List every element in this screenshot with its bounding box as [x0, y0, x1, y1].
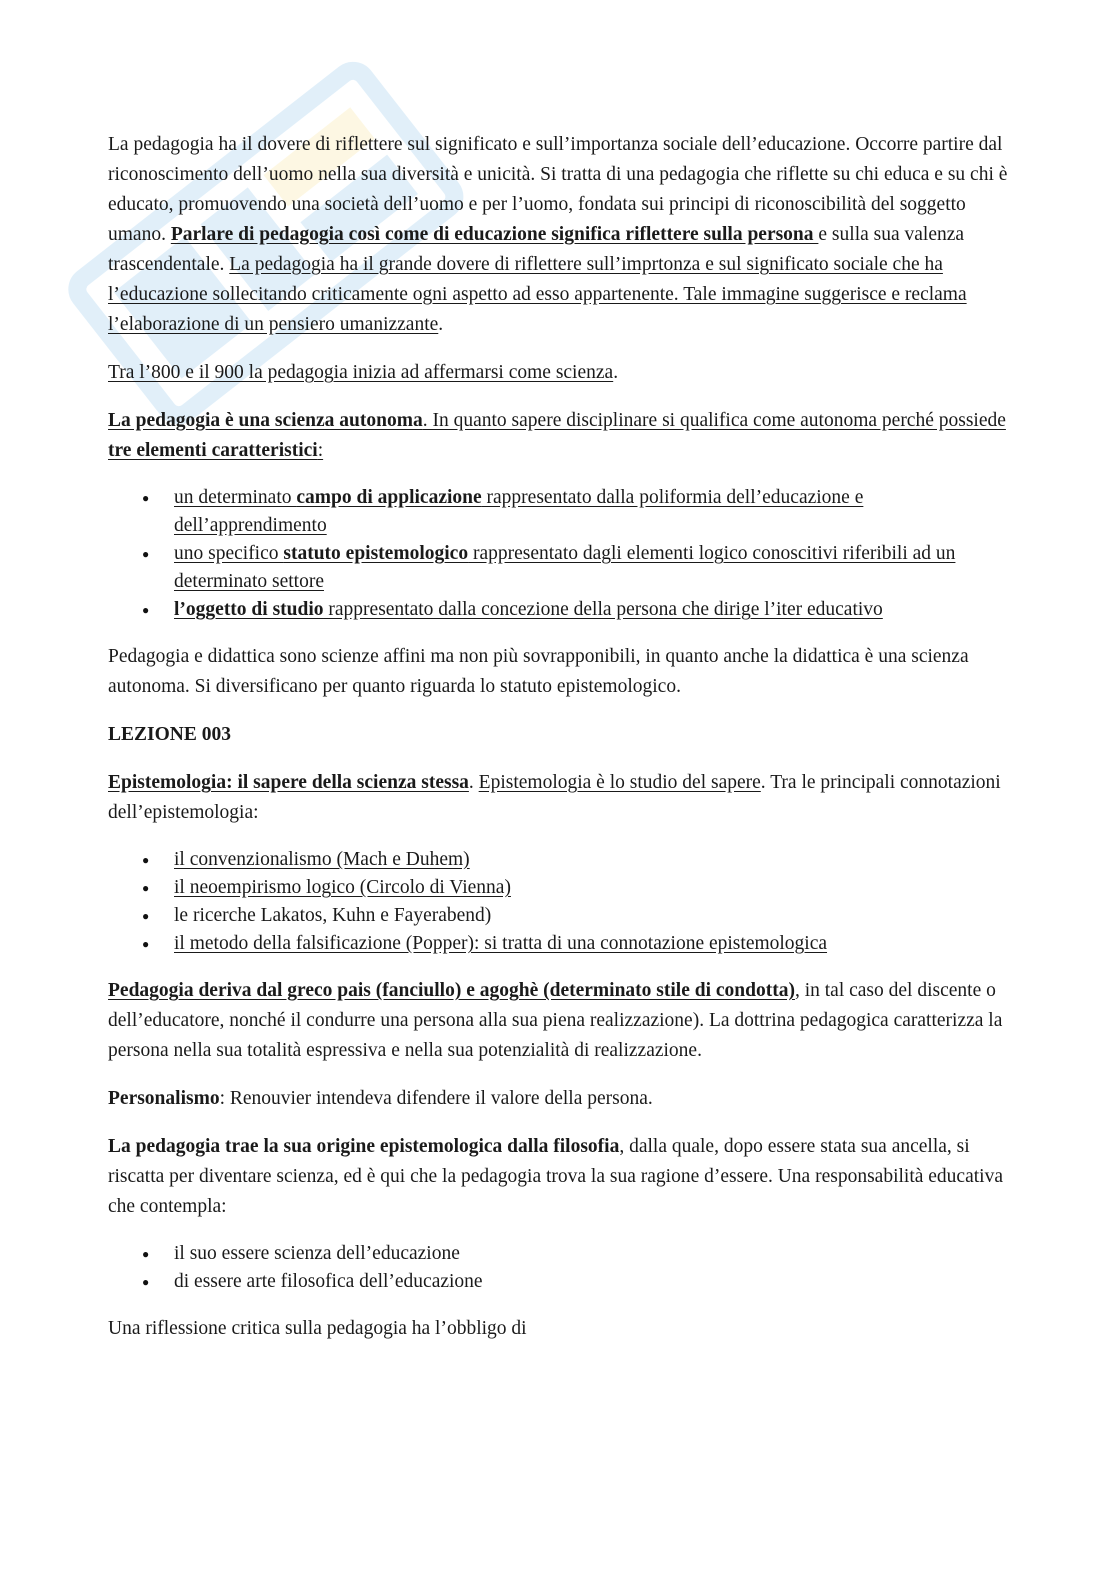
text-span: . [468, 772, 479, 793]
list-item: ● il convenzionalismo (Mach e Duhem) [174, 846, 1008, 874]
text-span: . [438, 314, 444, 335]
paragraph-intro [108, 130, 1008, 340]
text-span: La pedagogia ha il dovere di riflettere sul significato e sull’importanza sociale dell’educazione. Occorre partire dal riconoscimento dell’uomo nella sua diversità e unicità. Si tratta di una pedagogia che riflette su chi educa e su chi è educato, promuovendo una società dell’uomo e per l’uomo, fondata sui principi di riconoscibilità del soggetto umano. [108, 134, 1008, 245]
bold-text: La pedagogia trae la sua origine epistemologica dalla filosofia [108, 1136, 620, 1157]
paragraph-scienza-autonoma [108, 406, 1008, 466]
list-item: ● il neoempirismo logico (Circolo di Vienna) [174, 874, 1008, 902]
list-item: ● uno specifico statuto epistemologico rappresentato dagli elementi logico conoscitivi riferibili ad un determinato settore [174, 540, 1008, 596]
text-span: , in tal caso del discente o dell’educatore, nonché il condurre una persona alla sua piena realizzazione). La dottrina pedagogica caratterizza la persona nella sua totalità espressiva e nella sua potenzialità di realizzazione. [108, 980, 1003, 1061]
bold-underlined-text: tre elementi caratteristici [108, 440, 318, 461]
text-span: : Renouvier intendeva difendere il valore della persona. [219, 1088, 653, 1109]
document-page [108, 130, 1008, 1362]
paragraph-personalismo [108, 1084, 1008, 1114]
text-span: . Tra le principali connotazioni dell’epistemologia: [108, 772, 1001, 823]
list-item: ● di essere arte filosofica dell’educazione [174, 1268, 1008, 1296]
list-elementi [108, 484, 1008, 624]
list-item: ● il suo essere scienza dell’educazione [174, 1240, 1008, 1268]
bold-underlined-text: Parlare di pedagogia così come di educazione significa riflettere sulla persona [170, 224, 819, 245]
text-span: , dalla quale, dopo essere stata sua ancella, si riscatta per diventare scienza, ed è qui che la pedagogia trova la sua ragione d’essere. Una responsabilità educativa che contempla: [108, 1136, 1003, 1217]
bold-underlined-text: La pedagogia è una scienza autonoma [108, 410, 423, 431]
paragraph-origine [108, 1132, 1008, 1222]
text-span: e sulla sua valenza trascendentale. [108, 224, 965, 275]
underlined-text: Tra l’800 e il 900 la pedagogia inizia ad affermarsi come scienza [108, 362, 614, 383]
bold-text: Personalismo [108, 1088, 220, 1109]
text-span: . [613, 362, 619, 383]
section-heading: LEZIONE 003 [108, 724, 231, 745]
paragraph-epistemologia [108, 768, 1008, 828]
bold-underlined-text: Pedagogia deriva dal greco pais (fanciullo) e agoghè (determinato stile di condotta) [108, 980, 795, 1001]
list-item: ● l’oggetto di studio rappresentato dalla concezione della persona che dirige l’iter educativo [174, 596, 1008, 624]
bold-underlined-text: Epistemologia: il sapere della scienza stessa [108, 772, 469, 793]
paragraph-riflessione: Una riflessione critica sulla pedagogia ha l’obbligo di [108, 1318, 527, 1339]
underlined-text: . In quanto sapere disciplinare si qualifica come autonoma perché possiede [422, 410, 1006, 431]
paragraph-800-900 [108, 358, 1008, 388]
underlined-text: : [317, 440, 324, 461]
list-item: ● le ricerche Lakatos, Kuhn e Fayerabend) [174, 902, 1008, 930]
underlined-text: La pedagogia ha il grande dovere di riflettere sull’imprtonza e sul significato sociale che ha l’educazione sollecitando criticamente ogni aspetto ad esso appartenente. Tale immagine suggerisce e reclama l’elaborazione di un pensiero umanizzante [108, 254, 967, 335]
paragraph-didattica: Pedagogia e didattica sono scienze affini ma non più sovrapponibili, in quanto anche la didattica è una scienza autonoma. Si diversificano per quanto riguarda lo statuto epistemologico. [108, 646, 969, 697]
paragraph-etimologia [108, 976, 1008, 1066]
list-responsabilita [108, 1240, 1008, 1296]
list-item: ● il metodo della falsificazione (Popper): si tratta di una connotazione epistemologica [174, 930, 1008, 958]
list-item: ● un determinato campo di applicazione rappresentato dalla poliformia dell’educazione e dell’apprendimento [174, 484, 1008, 540]
list-connotazioni [108, 846, 1008, 958]
underlined-text: Epistemologia è lo studio del sapere [478, 772, 761, 793]
